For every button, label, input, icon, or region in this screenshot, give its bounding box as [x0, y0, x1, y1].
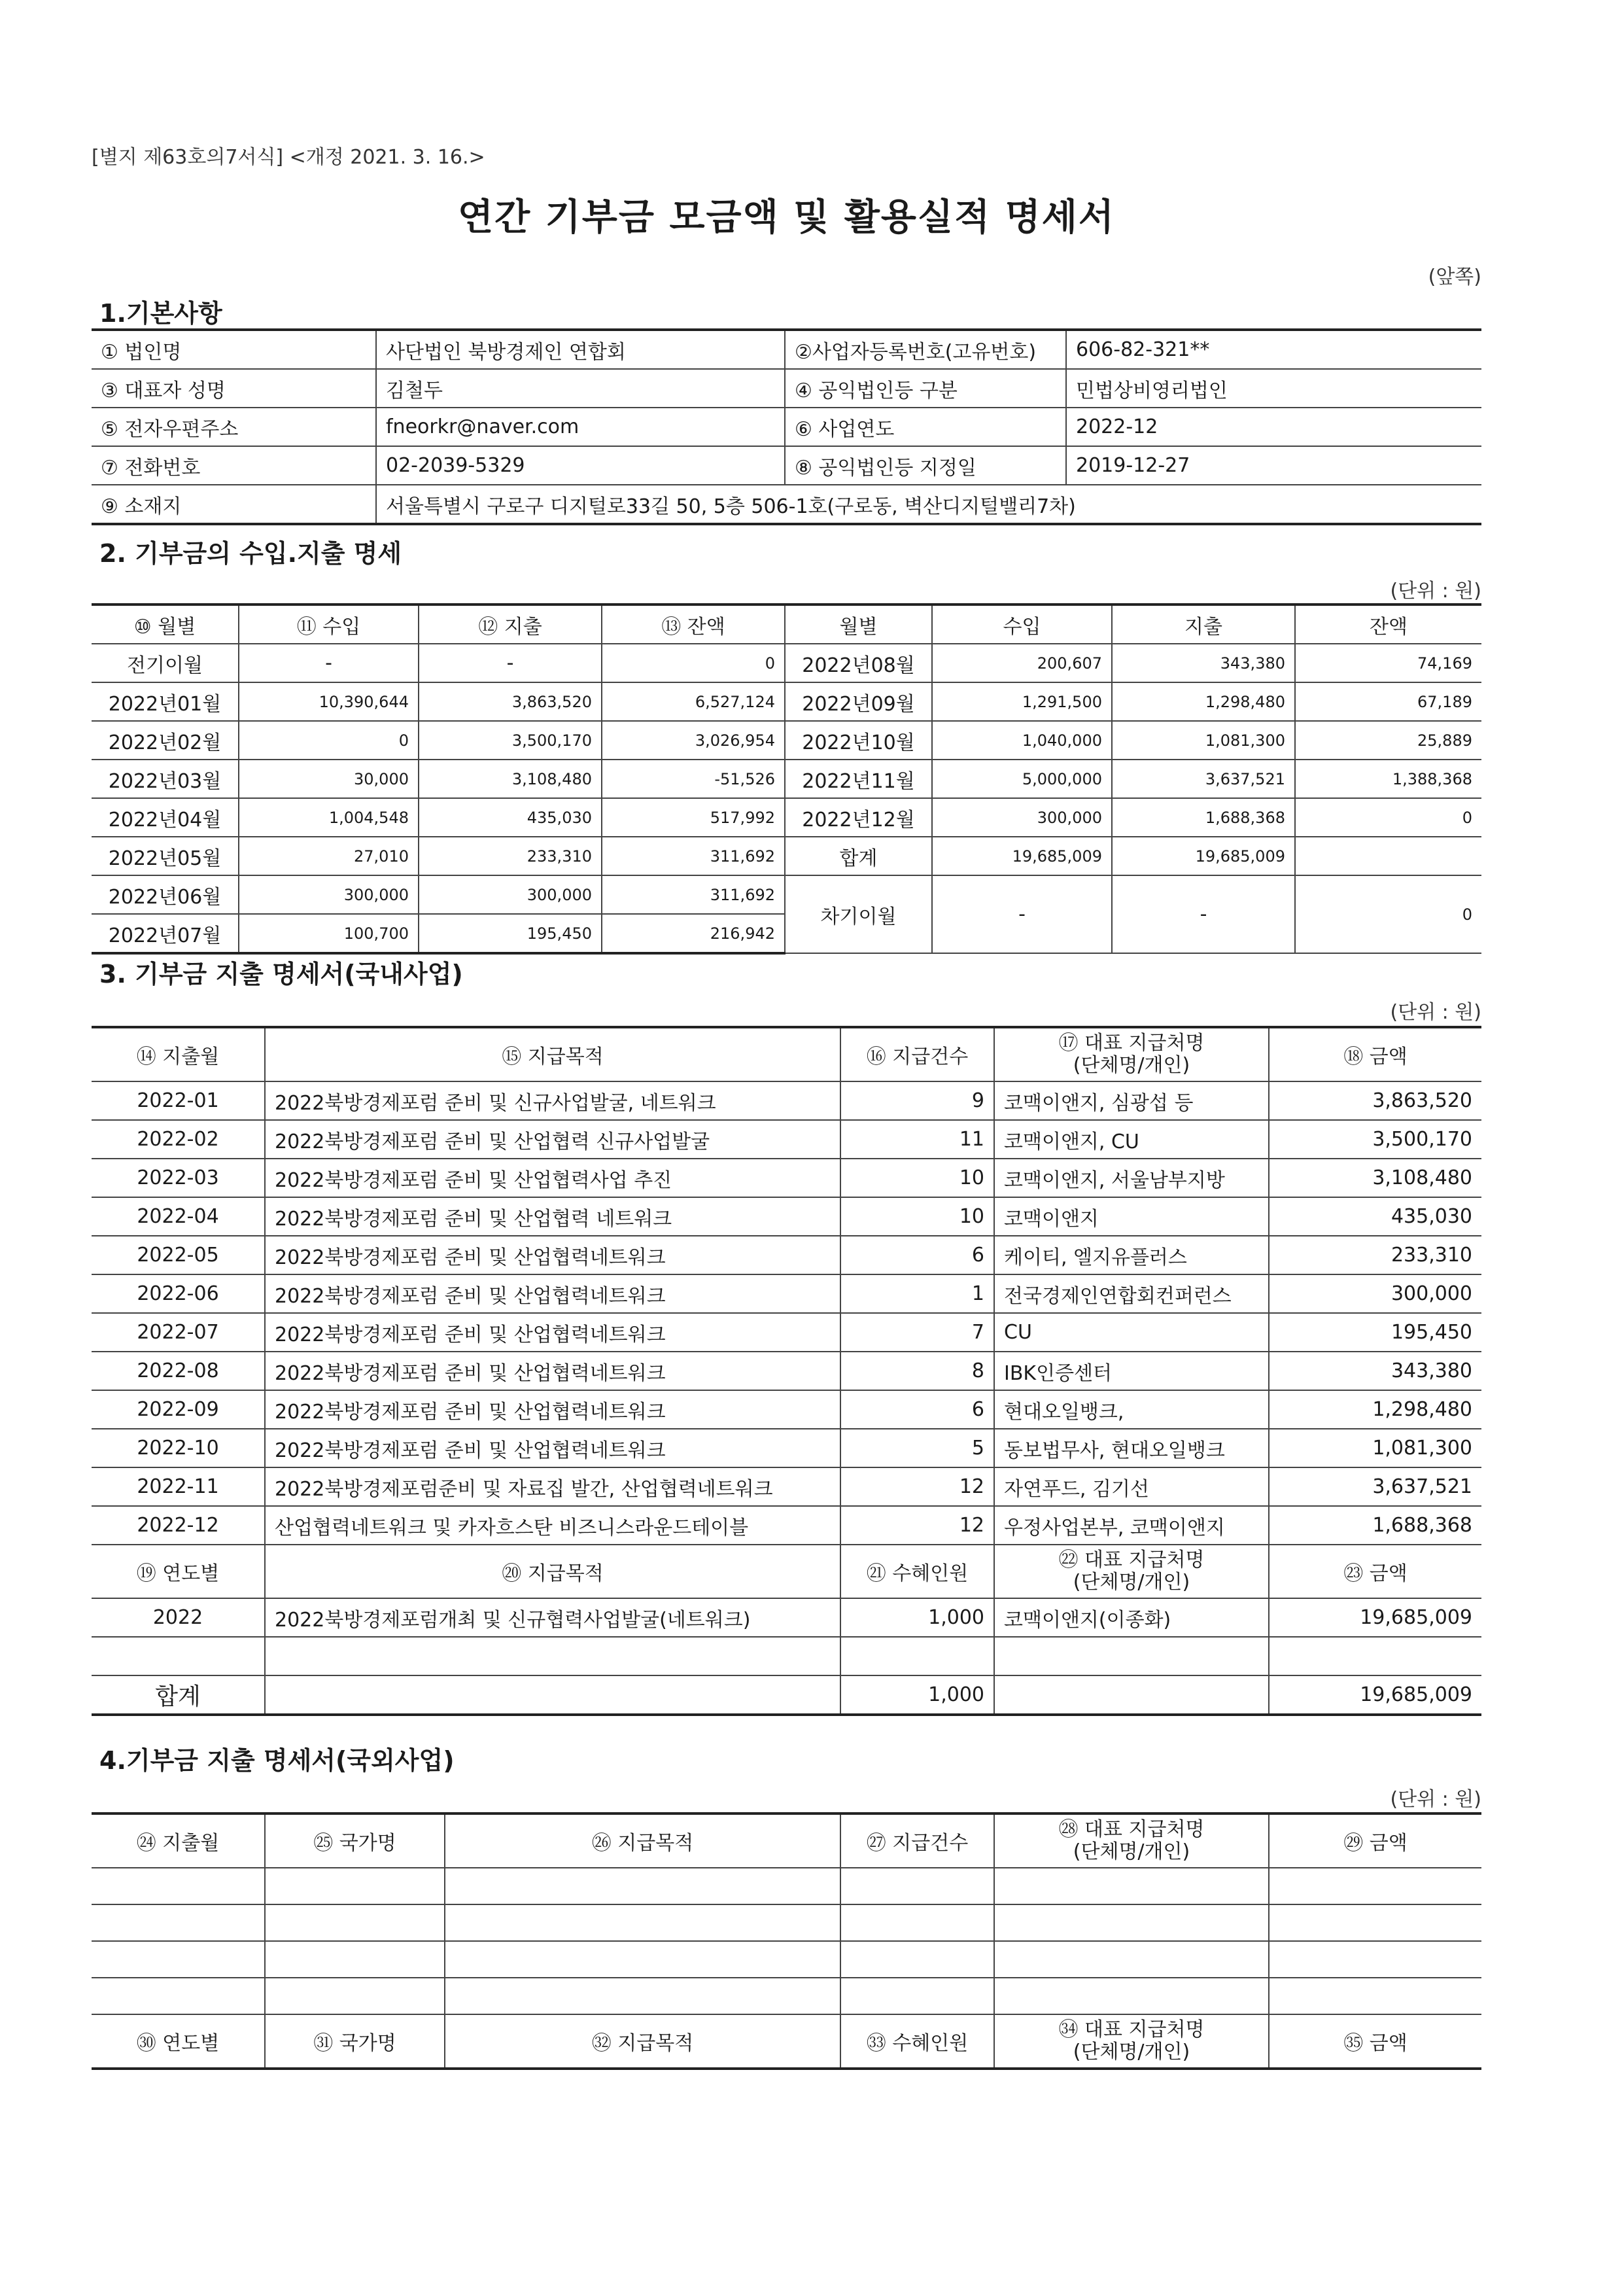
table-row [92, 682, 1481, 721]
label-corp-type: ④ 공익법인등 구분 [785, 369, 1066, 408]
amount-cell: 3,863,520 [1269, 1081, 1481, 1120]
header-expense-month: ⑭ 지출월 [92, 1027, 265, 1081]
month-cell: 2022년03월 [92, 760, 239, 798]
header-row [92, 1027, 1481, 1081]
header-purpose: ㉖ 지급목적 [445, 1813, 840, 1868]
empty-cell [1269, 1941, 1481, 1978]
header-year-recipient-line2: (단체명/개인) [1073, 1571, 1190, 1594]
month-cell: 2022-10 [92, 1429, 265, 1467]
recipient-cell: 현대오일뱅크, [994, 1390, 1269, 1429]
section1-title: 1.기본사항 [99, 299, 222, 328]
income-cell: 1,291,500 [932, 682, 1112, 721]
expense-cell: 1,081,300 [1112, 721, 1295, 760]
recipient-cell: 전국경제인연합회컨퍼런스 [994, 1274, 1269, 1313]
amount-cell: 3,637,521 [1269, 1467, 1481, 1506]
empty-cell [445, 1904, 840, 1941]
table-row [92, 1904, 1481, 1941]
month-cell: 2022-09 [92, 1390, 265, 1429]
total-label: 합계 [92, 1675, 265, 1715]
expense-cell: 1,298,480 [1112, 682, 1295, 721]
document-title: 연간 기부금 모금액 및 활용실적 명세서 [457, 196, 1116, 239]
purpose-cell: 2022북방경제포럼개최 및 신규협력사업발굴(네트워크) [265, 1598, 840, 1637]
expense-cell: - [419, 644, 602, 682]
count-cell: 7 [840, 1313, 994, 1352]
form-note: [별지 제63호의7서식] <개정 2021. 3. 16.> [92, 146, 485, 169]
balance-cell: 1,388,368 [1295, 760, 1481, 798]
income-cell: 27,010 [239, 837, 419, 875]
header-recipient [994, 1027, 1269, 1081]
header-expense: ⑫ 지출 [419, 604, 602, 644]
basic-info-row [92, 369, 1481, 408]
amount-cell: 233,310 [1269, 1236, 1481, 1274]
purpose-cell: 2022북방경제포럼 준비 및 산업협력사업 추진 [265, 1159, 840, 1197]
month-cell: 2022-08 [92, 1352, 265, 1390]
header-count: ⑯ 지급건수 [840, 1027, 994, 1081]
domestic-expense-table [92, 1026, 1481, 1716]
month-cell: 2022년09월 [785, 682, 932, 721]
section3-title: 3. 기부금 지출 명세서(국내사업) [99, 960, 463, 989]
empty-cell [265, 1675, 840, 1715]
table-row [92, 1352, 1481, 1390]
header-recipient-line1: ⑰ 대표 지급처명 [1058, 1031, 1205, 1055]
expense-cell: 233,310 [419, 837, 602, 875]
balance-cell: 67,189 [1295, 682, 1481, 721]
month-cell: 2022년02월 [92, 721, 239, 760]
balance-cell: 74,169 [1295, 644, 1481, 682]
header-expense-month: ㉔ 지출월 [92, 1813, 265, 1868]
empty-cell [445, 1941, 840, 1978]
empty-cell [265, 1637, 840, 1675]
recipient-cell: CU [994, 1313, 1269, 1352]
purpose-cell: 2022북방경제포럼 준비 및 산업협력네트워크 [265, 1352, 840, 1390]
header-year-recipient-line1: ㉒ 대표 지급처명 [1058, 1548, 1205, 1571]
empty-cell [840, 1941, 994, 1978]
header-country: ㉛ 국가명 [265, 2014, 445, 2069]
month-cell: 2022-01 [92, 1081, 265, 1120]
table-row [92, 1868, 1481, 1904]
basic-info-table [92, 328, 1481, 525]
month-cell: 2022-03 [92, 1159, 265, 1197]
table-row [92, 1467, 1481, 1506]
header-count: ㉗ 지급건수 [840, 1813, 994, 1868]
empty-cell [994, 1637, 1269, 1675]
amount-cell: 343,380 [1269, 1352, 1481, 1390]
recipient-cell: 케이티, 엘지유플러스 [994, 1236, 1269, 1274]
empty-cell [994, 1978, 1269, 2014]
table-row [92, 1390, 1481, 1429]
header-recipient-line2: (단체명/개인) [1073, 1054, 1190, 1077]
count-cell: 8 [840, 1352, 994, 1390]
header-income-2: 수입 [932, 604, 1112, 644]
section2-title: 2. 기부금의 수입.지출 명세 [99, 539, 402, 568]
month-cell: 2022년01월 [92, 682, 239, 721]
empty-cell [265, 1941, 445, 1978]
label-address: ⑨ 소재지 [92, 485, 376, 524]
total-expense: 19,685,009 [1112, 837, 1295, 875]
total-beneficiaries: 1,000 [840, 1675, 994, 1715]
balance-cell: 517,992 [602, 798, 785, 837]
count-cell: 11 [840, 1120, 994, 1159]
overseas-expense-table [92, 1812, 1481, 2070]
count-cell: 12 [840, 1467, 994, 1506]
value-address: 서울특별시 구로구 디지털로33길 50, 5층 506-1호(구로동, 벽산디지털밸리7차) [376, 485, 1481, 524]
count-cell: 5 [840, 1429, 994, 1467]
value-fiscal-year: 2022-12 [1066, 408, 1481, 446]
empty-cell [840, 1978, 994, 2014]
month-cell: 2022-04 [92, 1197, 265, 1236]
amount-cell: 195,450 [1269, 1313, 1481, 1352]
total-income: 19,685,009 [932, 837, 1112, 875]
recipient-cell: IBK인증센터 [994, 1352, 1269, 1390]
count-cell: 9 [840, 1081, 994, 1120]
empty-cell [994, 1868, 1269, 1904]
header-recipient [994, 1813, 1269, 1868]
table-row [92, 1081, 1481, 1120]
purpose-cell: 2022북방경제포럼 준비 및 산업협력네트워크 [265, 1390, 840, 1429]
header-beneficiaries: ㉝ 수혜인원 [840, 2014, 994, 2069]
month-cell: 2022-12 [92, 1506, 265, 1545]
count-cell: 10 [840, 1197, 994, 1236]
income-cell: 10,390,644 [239, 682, 419, 721]
year-header-row [92, 1545, 1481, 1598]
income-cell: - [239, 644, 419, 682]
empty-cell [1269, 1978, 1481, 2014]
table-row [92, 1506, 1481, 1545]
recipient-cell: 코맥이앤지(이종화) [994, 1598, 1269, 1637]
expense-cell: 1,688,368 [1112, 798, 1295, 837]
month-cell: 2022년06월 [92, 875, 239, 914]
section2-unit: (단위 : 원) [1390, 580, 1481, 603]
header-recipient-line2: (단체명/개인) [1073, 1840, 1190, 1863]
label-representative: ③ 대표자 성명 [92, 369, 376, 408]
total-row [92, 1675, 1481, 1715]
total-label: 합계 [785, 837, 932, 875]
header-row [92, 604, 1481, 644]
expense-cell: 3,637,521 [1112, 760, 1295, 798]
expense-cell: 195,450 [419, 914, 602, 953]
carry-forward-expense: - [1112, 875, 1295, 953]
table-row [92, 1197, 1481, 1236]
empty-cell [445, 1978, 840, 2014]
amount-cell: 3,500,170 [1269, 1120, 1481, 1159]
month-cell: 2022년05월 [92, 837, 239, 875]
income-cell: 1,040,000 [932, 721, 1112, 760]
beneficiaries-cell: 1,000 [840, 1598, 994, 1637]
balance-cell: -51,526 [602, 760, 785, 798]
empty-cell [994, 1941, 1269, 1978]
empty-cell [92, 1941, 265, 1978]
header-year-amount: ㉓ 금액 [1269, 1545, 1481, 1598]
table-row [92, 1637, 1481, 1675]
count-cell: 10 [840, 1159, 994, 1197]
header-expense-2: 지출 [1112, 604, 1295, 644]
year-cell: 2022 [92, 1598, 265, 1637]
header-amount: ㉙ 금액 [1269, 1813, 1481, 1868]
value-corp-name: 사단법인 북방경제인 연합회 [376, 330, 785, 369]
header-month-2: 월별 [785, 604, 932, 644]
count-cell: 1 [840, 1274, 994, 1313]
table-row [92, 1978, 1481, 2014]
total-balance [1295, 837, 1481, 875]
header-country: ㉕ 국가명 [265, 1813, 445, 1868]
month-cell: 2022-06 [92, 1274, 265, 1313]
balance-cell: 0 [1295, 798, 1481, 837]
amount-cell: 1,081,300 [1269, 1429, 1481, 1467]
empty-cell [92, 1868, 265, 1904]
header-balance-2: 잔액 [1295, 604, 1481, 644]
label-designation-date: ⑧ 공익법인등 지정일 [785, 446, 1066, 485]
purpose-cell: 2022북방경제포럼 준비 및 산업협력네트워크 [265, 1236, 840, 1274]
balance-cell: 0 [602, 644, 785, 682]
amount-cell: 435,030 [1269, 1197, 1481, 1236]
empty-cell [1269, 1904, 1481, 1941]
header-year-recipient [994, 1545, 1269, 1598]
header-amount: ⑱ 금액 [1269, 1027, 1481, 1081]
empty-cell [265, 1904, 445, 1941]
carry-forward-income: - [932, 875, 1112, 953]
recipient-cell: 우정사업본부, 코맥이앤지 [994, 1506, 1269, 1545]
balance-cell: 3,026,954 [602, 721, 785, 760]
front-side-mark: (앞쪽) [1428, 266, 1481, 289]
purpose-cell: 2022북방경제포럼 준비 및 산업협력 네트워크 [265, 1197, 840, 1236]
table-row [92, 837, 1481, 875]
total-amount: 19,685,009 [1269, 1675, 1481, 1715]
recipient-cell: 코맥이앤지, 서울남부지방 [994, 1159, 1269, 1197]
label-email: ⑤ 전자우편주소 [92, 408, 376, 446]
empty-cell [445, 1868, 840, 1904]
month-cell: 2022-05 [92, 1236, 265, 1274]
empty-cell [994, 1904, 1269, 1941]
value-email: fneorkr@naver.com [376, 408, 785, 446]
empty-cell [840, 1904, 994, 1941]
purpose-cell: 2022북방경제포럼 준비 및 산업협력네트워크 [265, 1429, 840, 1467]
recipient-cell: 코맥이앤지, CU [994, 1120, 1269, 1159]
header-income: ⑪ 수입 [239, 604, 419, 644]
value-representative: 김철두 [376, 369, 785, 408]
purpose-cell: 2022북방경제포럼 준비 및 산업협력네트워크 [265, 1313, 840, 1352]
month-cell: 2022년12월 [785, 798, 932, 837]
empty-cell [92, 1978, 265, 2014]
month-cell: 전기이월 [92, 644, 239, 682]
purpose-cell: 2022북방경제포럼 준비 및 산업협력네트워크 [265, 1274, 840, 1313]
amount-cell: 1,688,368 [1269, 1506, 1481, 1545]
header-purpose: ㉜ 지급목적 [445, 2014, 840, 2069]
value-designation-date: 2019-12-27 [1066, 446, 1481, 485]
income-cell: 100,700 [239, 914, 419, 953]
table-row [92, 1429, 1481, 1467]
expense-cell: 3,500,170 [419, 721, 602, 760]
empty-cell [1269, 1868, 1481, 1904]
header-recipient [994, 2014, 1269, 2069]
table-row [92, 760, 1481, 798]
table-row [92, 1120, 1481, 1159]
balance-cell: 216,942 [602, 914, 785, 953]
balance-cell: 311,692 [602, 875, 785, 914]
balance-cell: 6,527,124 [602, 682, 785, 721]
basic-info-row [92, 408, 1481, 446]
month-cell: 2022년08월 [785, 644, 932, 682]
balance-cell: 25,889 [1295, 721, 1481, 760]
count-cell: 12 [840, 1506, 994, 1545]
section4-unit: (단위 : 원) [1390, 1788, 1481, 1811]
carry-forward-balance: 0 [1295, 875, 1481, 953]
amount-cell: 1,298,480 [1269, 1390, 1481, 1429]
table-row [92, 1159, 1481, 1197]
amount-cell: 3,108,480 [1269, 1159, 1481, 1197]
income-cell: 300,000 [239, 875, 419, 914]
purpose-cell: 산업협력네트워크 및 카자흐스탄 비즈니스라운드테이블 [265, 1506, 840, 1545]
header-balance: ⑬ 잔액 [602, 604, 785, 644]
month-cell: 2022년10월 [785, 721, 932, 760]
empty-cell [994, 1675, 1269, 1715]
header-beneficiaries: ㉑ 수혜인원 [840, 1545, 994, 1598]
section4-title: 4.기부금 지출 명세서(국외사업) [99, 1746, 455, 1775]
table-row [92, 1236, 1481, 1274]
recipient-cell: 코맥이앤지 [994, 1197, 1269, 1236]
purpose-cell: 2022북방경제포럼 준비 및 산업협력 신규사업발굴 [265, 1120, 840, 1159]
income-cell: 30,000 [239, 760, 419, 798]
label-biz-number: ②사업자등록번호(고유번호) [785, 330, 1066, 369]
header-recipient-line2: (단체명/개인) [1073, 2041, 1190, 2063]
label-fiscal-year: ⑥ 사업연도 [785, 408, 1066, 446]
recipient-cell: 동보법무사, 현대오일뱅크 [994, 1429, 1269, 1467]
value-corp-type: 민법상비영리법인 [1066, 369, 1481, 408]
empty-cell [840, 1637, 994, 1675]
header-amount: ㉟ 금액 [1269, 2014, 1481, 2069]
month-cell: 2022-11 [92, 1467, 265, 1506]
header-row [92, 1813, 1481, 1868]
table-row [92, 1941, 1481, 1978]
empty-cell [265, 1978, 445, 2014]
empty-cell [265, 1868, 445, 1904]
month-cell: 2022-02 [92, 1120, 265, 1159]
recipient-cell: 자연푸드, 김기선 [994, 1467, 1269, 1506]
header-year-purpose: ⑳ 지급목적 [265, 1545, 840, 1598]
expense-cell: 300,000 [419, 875, 602, 914]
month-cell: 2022년11월 [785, 760, 932, 798]
label-corp-name: ① 법인명 [92, 330, 376, 369]
income-cell: 1,004,548 [239, 798, 419, 837]
empty-cell [1269, 1637, 1481, 1675]
amount-cell: 300,000 [1269, 1274, 1481, 1313]
table-row [92, 1598, 1481, 1637]
amount-cell: 19,685,009 [1269, 1598, 1481, 1637]
table-row [92, 1274, 1481, 1313]
purpose-cell: 2022북방경제포럼준비 및 자료집 발간, 산업협력네트워크 [265, 1467, 840, 1506]
month-cell: 2022년07월 [92, 914, 239, 953]
expense-cell: 435,030 [419, 798, 602, 837]
label-phone: ⑦ 전화번호 [92, 446, 376, 485]
value-biz-number: 606-82-321** [1066, 330, 1481, 369]
basic-info-row [92, 485, 1481, 524]
year-header-row [92, 2014, 1481, 2069]
value-phone: 02-2039-5329 [376, 446, 785, 485]
header-recipient-line1: ㉘ 대표 지급처명 [1058, 1817, 1205, 1841]
basic-info-row [92, 330, 1481, 369]
header-month: ⑩ 월별 [92, 604, 239, 644]
income-cell: 0 [239, 721, 419, 760]
empty-cell [92, 1637, 265, 1675]
income-cell: 300,000 [932, 798, 1112, 837]
monthly-income-expense-table [92, 603, 1481, 955]
header-recipient-line1: ㉞ 대표 지급처명 [1058, 2018, 1205, 2041]
table-row [92, 798, 1481, 837]
header-year: ⑲ 연도별 [92, 1545, 265, 1598]
balance-cell: 311,692 [602, 837, 785, 875]
count-cell: 6 [840, 1390, 994, 1429]
table-row [92, 1313, 1481, 1352]
header-purpose: ⑮ 지급목적 [265, 1027, 840, 1081]
recipient-cell: 코맥이앤지, 심광섭 등 [994, 1081, 1269, 1120]
expense-cell: 3,863,520 [419, 682, 602, 721]
table-row [92, 644, 1481, 682]
month-cell: 2022-07 [92, 1313, 265, 1352]
expense-cell: 3,108,480 [419, 760, 602, 798]
empty-cell [840, 1868, 994, 1904]
income-cell: 200,607 [932, 644, 1112, 682]
expense-cell: 343,380 [1112, 644, 1295, 682]
empty-cell [92, 1904, 265, 1941]
table-row [92, 875, 1481, 914]
purpose-cell: 2022북방경제포럼 준비 및 신규사업발굴, 네트워크 [265, 1081, 840, 1120]
section3-unit: (단위 : 원) [1390, 1001, 1481, 1024]
basic-info-row [92, 446, 1481, 485]
income-cell: 5,000,000 [932, 760, 1112, 798]
header-year: ㉚ 연도별 [92, 2014, 265, 2069]
month-cell: 2022년04월 [92, 798, 239, 837]
table-row [92, 721, 1481, 760]
carry-forward-label: 차기이월 [785, 875, 932, 953]
count-cell: 6 [840, 1236, 994, 1274]
